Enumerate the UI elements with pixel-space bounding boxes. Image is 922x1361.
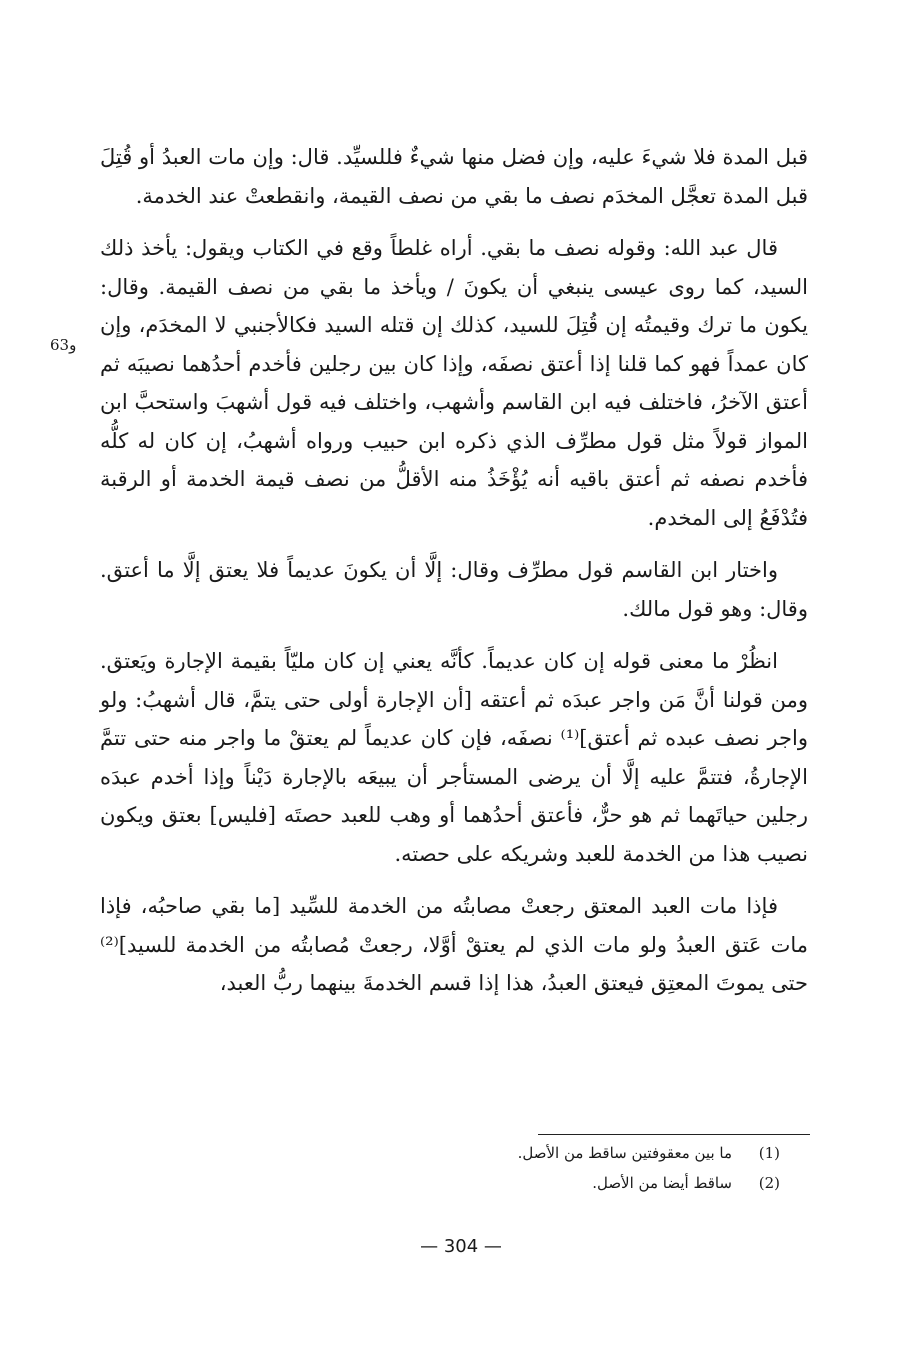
footnote-divider [538, 1134, 810, 1135]
paragraph-5: فإذا مات العبد المعتق رجعتْ مصابتُه من الخدمة للسِّيد [ما بقي صاحبُه، فإذا مات عَتق العبدُ ولو مات الذي لم يعتقْ أوَّلا، رجعتْ مُصابتُه من الخدمة للسيد]⁽²⁾ حتى يموتَ المعتِق فيعتق العبدُ، هذا إذا قسم الخدمةَ بينهما ربُّ العبد، [100, 894, 808, 995]
paragraph-4: انظُرْ ما معنى قوله إن كان عديماً. كأنَّه يعني إن كان مليّاً بقيمة الإجارة ويَعتق. ومن قولنا أنَّ مَن واجر عبدَه ثم أعتقه [أن الإجارة أولى حتى يتمَّ، قال أشهبُ: ولو واجر نصف عبده ثم أعتق]⁽¹⁾ نصفَه، فإن كان عديماً لم يعتقْ ما واجر منه حتى تتمَّ الإجارةُ، فتتمَّ عليه إلَّا أن يرضى المستأجر أن يبيعَه بالإجارة دَيْناً وإذا أخدم عبدَه رجلين حياتَهما ثم هو حرٌّ، فأعتق أحدُهما أو وهب للعبد حصتَه [فليس] بعتق ويكون نصيب هذا من الخدمة للعبد وشريكه على حصته. [100, 649, 808, 866]
main-text [100, 138, 808, 1017]
footnotes [380, 1138, 780, 1198]
footnote-text: ما بين معقوفتين ساقط من الأصل. [517, 1144, 732, 1162]
footnote-text: ساقط أيضا من الأصل. [592, 1174, 732, 1192]
paragraph-3: واختار ابن القاسم قول مطرِّف وقال: إلَّا أن يكونَ عديماً فلا يعتق إلَّا ما أعتق. وقال: وهو قول مالك. [100, 558, 808, 621]
footnote-1 [380, 1138, 780, 1168]
footnote-number: (1) [758, 1144, 780, 1162]
paragraph-1: قبل المدة فلا شيءَ عليه، وإن فضل منها شيءٌ فللسيِّد. قال: وإن مات العبدُ أو قُتِلَ قبل المدة تعجَّل المخدَم نصف ما بقي من نصف القيمة، وانقطعتْ عند الخدمة. [100, 145, 808, 208]
footnote-number: (2) [758, 1174, 780, 1192]
folio-margin-note: و63 [50, 336, 77, 354]
page-number: — 304 — [420, 1236, 502, 1257]
footnote-2 [380, 1168, 780, 1198]
paragraph-2: قال عبد الله: وقوله نصف ما بقي. أراه غلطاً وقع في الكتاب ويقول: يأخذ ذلك السيد، كما روى عيسى ينبغي أن يكونَ / ويأخذ ما بقي من نصف القيمة. وقال: يكون ما ترك وقيمتُه إن قُتِلَ للسيد، كذلك إن قتله السيد فكالأجنبي لا المخدَم، وإن كان عمداً فهو كما قلنا إذا أعتق نصفَه، وإذا كان بين رجلين فأخدم أحدُهما نصيبَه ثم أعتق الآخرُ، فاختلف فيه ابن القاسم وأشهب، واختلف فيه قول أشهبَ واستحبَّ ابن المواز قولاً مثل قول مطرِّف الذي ذكره ابن حبيب ورواه أشهبُ، إن كان له كلُّه فأخدم نصفه ثم أعتق باقيه أنه يُؤْخَذُ منه الأقلُّ من نصف قيمة الخدمة أو الرقبة فتُدْفَعُ إلى المخدم. [100, 236, 808, 530]
